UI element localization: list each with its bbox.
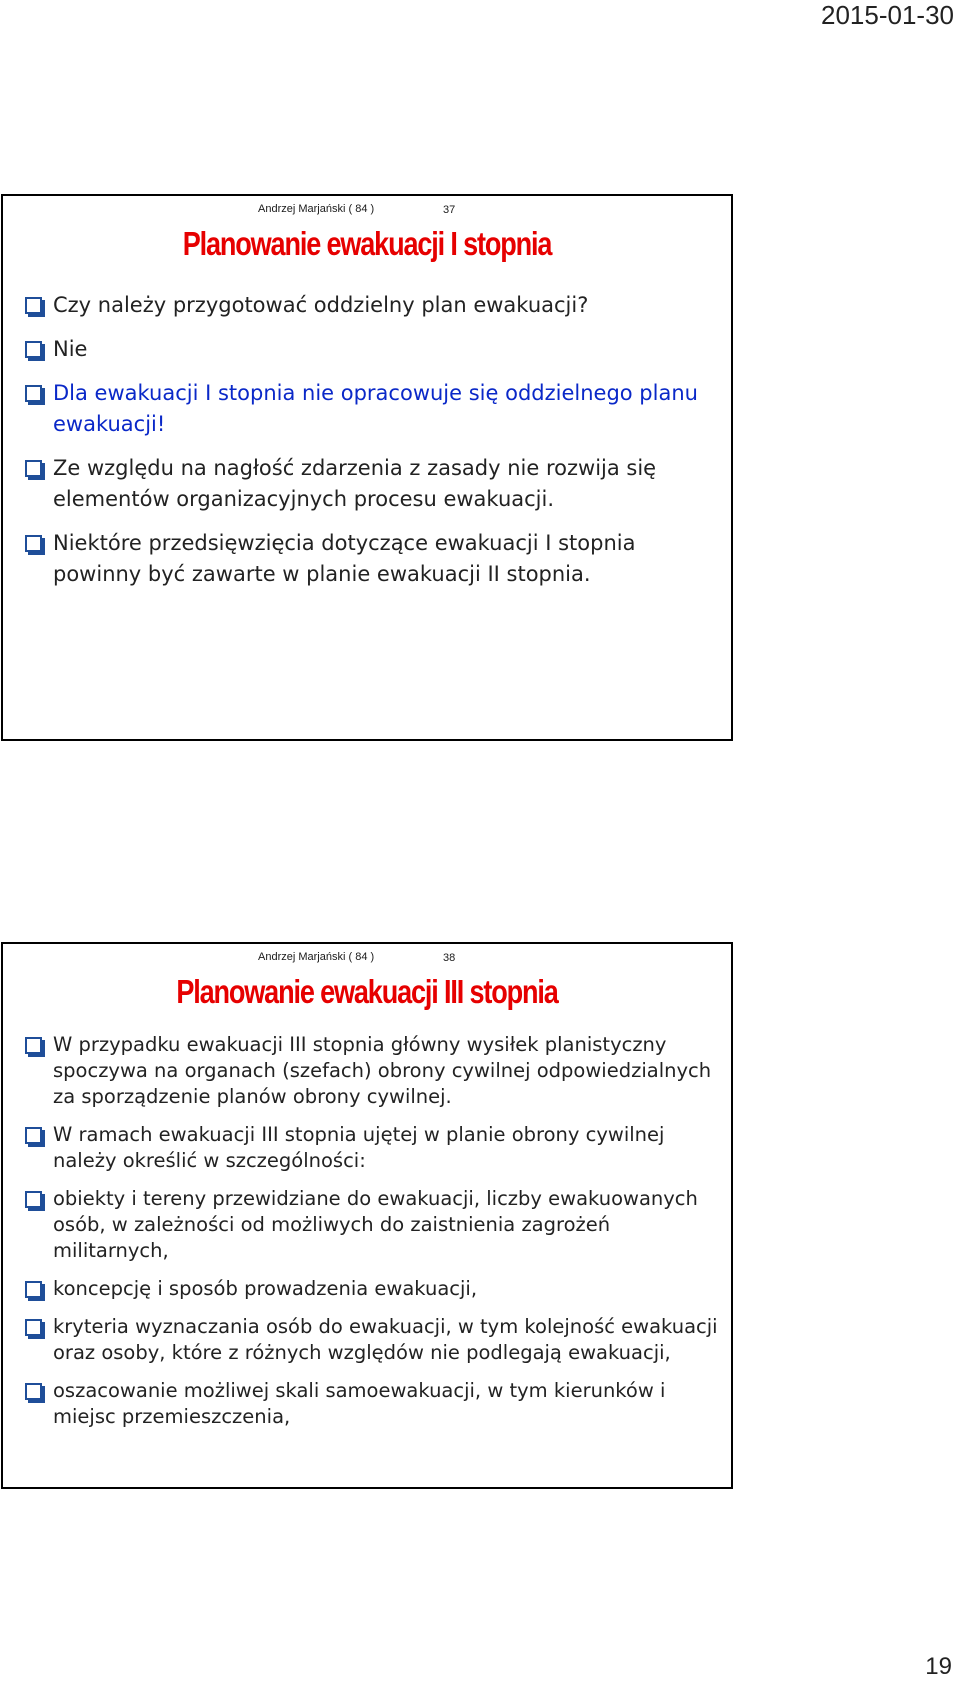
slide-title: Planowanie ewakuacji I stopnia (182, 225, 552, 262)
page-date: 2015-01-30 (821, 0, 954, 30)
slide-38 (1, 942, 733, 1489)
bullet-item (23, 334, 723, 365)
checkbox-icon (25, 535, 42, 552)
bullet-text: W przypadku ewakuacji III stopnia główny wysiłek planistyczny spoczywa na organach (szefach) obrony cywilnej odpowiedzialnych za sporządzenie planów obrony cywilnej. (53, 1033, 712, 1108)
bullet-list (23, 290, 723, 603)
bullet-list (23, 1032, 723, 1442)
checkbox-icon (25, 1037, 42, 1054)
bullet-item (23, 290, 723, 321)
slide-title: Planowanie ewakuacji III stopnia (176, 973, 558, 1010)
bullet-item (23, 1378, 723, 1430)
bullet-item (23, 1032, 723, 1110)
checkbox-icon (25, 1319, 42, 1336)
bullet-text: kryteria wyznaczania osób do ewakuacji, w tym kolejność ewakuacji oraz osoby, które z różnych względów nie podlegają ewakuacji, (53, 1315, 718, 1364)
bullet-item (23, 1186, 723, 1264)
bullet-text: W ramach ewakuacji III stopnia ujętej w planie obrony cywilnej należy określić w szczególności: (53, 1123, 665, 1172)
bullet-text: obiekty i tereny przewidziane do ewakuacji, liczby ewakuowanych osób, w zależności od możliwych do zaistnienia zagrożeń militarnych, (53, 1187, 698, 1262)
slide-header (255, 948, 465, 966)
slide-header (255, 200, 465, 218)
bullet-item (23, 1314, 723, 1366)
checkbox-icon (25, 297, 42, 314)
bullet-item (23, 453, 723, 515)
checkbox-icon (25, 341, 42, 358)
bullet-text: oszacowanie możliwej skali samoewakuacji, w tym kierunków i miejsc przemieszczenia, (53, 1379, 666, 1428)
checkbox-icon (25, 1127, 42, 1144)
bullet-text: Ze względu na nagłość zdarzenia z zasady nie rozwija się elementów organizacyjnych procesu ewakuacji. (53, 456, 657, 511)
checkbox-icon (25, 385, 42, 402)
bullet-text: Dla ewakuacji I stopnia nie opracowuje się oddzielnego planu ewakuacji! (53, 381, 698, 436)
bullet-item (23, 1276, 723, 1302)
bullet-text: Czy należy przygotować oddzielny plan ewakuacji? (53, 293, 589, 317)
page-number: 19 (925, 1653, 952, 1680)
slide-author: Andrzej Marjański ( 84 ) (258, 203, 375, 215)
bullet-text: koncepcję i sposób prowadzenia ewakuacji, (53, 1277, 478, 1300)
slide-37 (1, 194, 733, 741)
bullet-item (23, 1122, 723, 1174)
checkbox-icon (25, 1281, 42, 1298)
bullet-item-emphasis (23, 378, 723, 440)
checkbox-icon (25, 1383, 42, 1400)
slide-author: Andrzej Marjański ( 84 ) (258, 951, 375, 963)
checkbox-icon (25, 1191, 42, 1208)
checkbox-icon (25, 460, 42, 477)
slide-number: 38 (443, 952, 456, 964)
bullet-item (23, 528, 723, 590)
bullet-text: Nie (53, 337, 88, 361)
bullet-text: Niektóre przedsięwzięcia dotyczące ewakuacji I stopnia powinny być zawarte w planie ewakuacji II stopnia. (53, 531, 636, 586)
slide-number: 37 (443, 204, 456, 216)
